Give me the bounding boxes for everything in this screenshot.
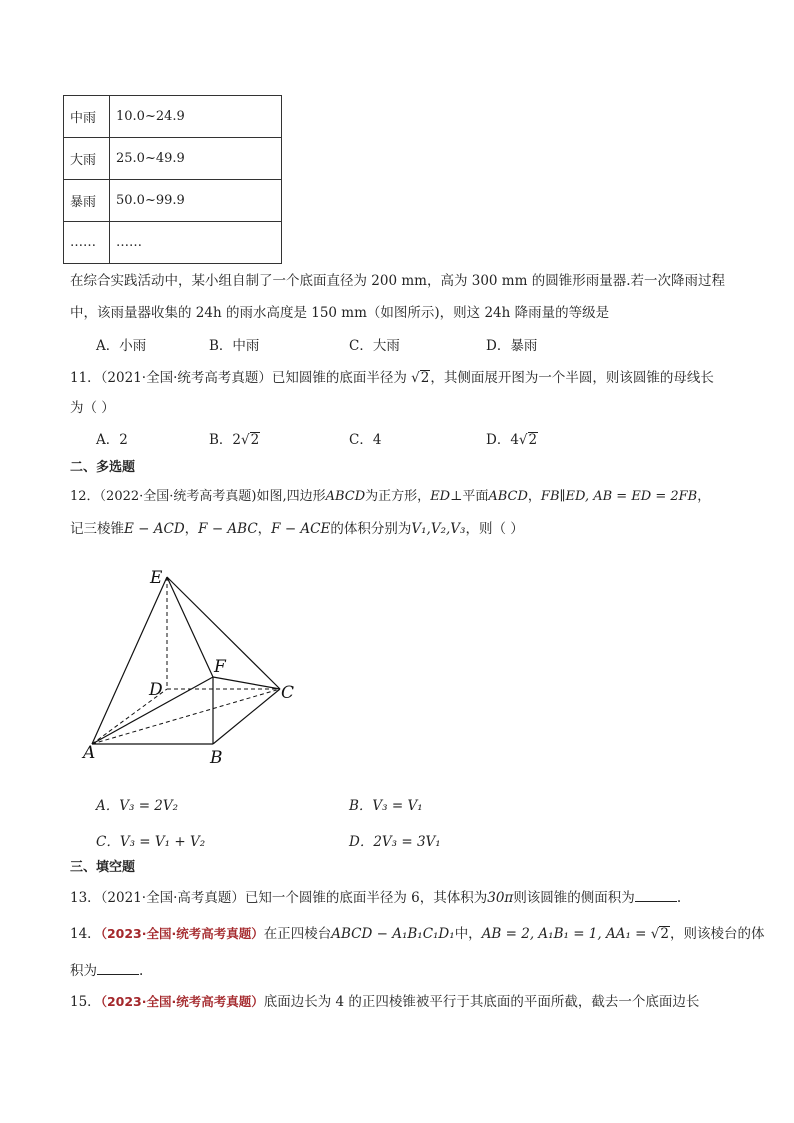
q12-option-b: B．V₃ = V₁ <box>349 798 423 814</box>
table-row <box>64 180 282 222</box>
table-row <box>64 96 282 138</box>
q11-option-d: D．4√2 <box>486 432 538 448</box>
level-cell: …… <box>64 222 110 264</box>
q10-option-b: B．中雨 <box>209 338 260 354</box>
vertex-label-c: C <box>281 683 295 703</box>
rainfall-level-table <box>63 95 282 264</box>
q14-end: . <box>139 963 144 979</box>
q11-option-b-label: B．2 <box>209 432 242 448</box>
q11-option-b: B．2√2 <box>209 432 260 448</box>
q12-text: ， <box>527 489 541 504</box>
q11-option-d-radicand: 2 <box>528 432 538 448</box>
q12-text: ， <box>257 521 272 537</box>
q13-prefix: 13．（2021·全国·高考真题）已知一个圆锥的底面半径为 6，其体积为 <box>70 890 488 906</box>
range-cell: 25.0~49.9 <box>110 138 282 180</box>
q15-text: 底面边长为 4 的正四棱锥被平行于其底面的平面所截，截去一个底面边长 <box>263 994 700 1010</box>
level-cell: 中雨 <box>64 96 110 138</box>
q10-option-c: C．大雨 <box>349 338 400 354</box>
q12-condition: FB∥ED, AB = ED = 2FB <box>540 489 698 504</box>
q12-text: 平面 <box>462 489 489 504</box>
q12-text: ， <box>697 489 711 504</box>
edge-ef <box>167 577 213 677</box>
vertex-label-b: B <box>210 748 223 768</box>
q15-line1 <box>70 992 699 1012</box>
q14-number: 14． <box>70 926 101 942</box>
range-cell: 10.0~24.9 <box>110 96 282 138</box>
q13-suffix: 则该圆锥的侧面积为 <box>513 890 635 906</box>
q13-end: . <box>676 890 682 906</box>
q12-square-name: ABCD <box>325 489 366 504</box>
q12-volumes: V₁,V₂,V₃ <box>411 521 466 537</box>
q12-option-a: A．V₃ = 2V₂ <box>96 798 179 814</box>
vertex-label-d: D <box>149 680 163 700</box>
q14-text: ，则该棱台的体 <box>670 926 765 942</box>
q12-text: ，则（ ） <box>465 521 524 537</box>
vertex-label-f: F <box>214 657 226 677</box>
level-cell: 大雨 <box>64 138 110 180</box>
table-row <box>64 138 282 180</box>
q12-pyramid-2: F − ABC <box>198 521 258 537</box>
q14-text: 积为 <box>70 963 97 979</box>
q14-source: （2023·全国·统考高考真题） <box>100 926 264 941</box>
q12-option-c: C．V₃ = V₁ + V₂ <box>96 834 206 850</box>
q12-line2 <box>70 519 524 539</box>
q11-option-b-radicand: 2 <box>250 432 260 448</box>
q15-number: 15． <box>70 994 101 1010</box>
q12-prefix: 12．（2022·全国·统考高考真题)如图,四边形 <box>70 489 326 504</box>
q11-option-c: C．4 <box>349 432 382 448</box>
q12-pyramid-3: F − ACE <box>271 521 331 537</box>
q12-plane-name: ABCD <box>488 489 528 504</box>
q11-suffix: ，其侧面展开图为一个半圆，则该圆锥的母线长 <box>430 370 714 386</box>
q10-option-d: D．暴雨 <box>486 338 538 354</box>
q11-option-d-label: D．4 <box>486 432 519 448</box>
q13-volume: 30π <box>487 890 514 906</box>
q14-line2 <box>70 960 143 981</box>
q14-text: 中， <box>454 926 482 942</box>
q11-line2: 为（ ） <box>70 400 115 416</box>
range-cell: 50.0~99.9 <box>110 180 282 222</box>
section-heading-fill-in: 三、填空题 <box>70 860 136 875</box>
q11-line1 <box>70 368 714 388</box>
q12-text: 的体积分别为 <box>330 521 412 537</box>
q15-source: （2023·全国·统考高考真题） <box>100 994 264 1009</box>
q12-line1 <box>70 487 710 507</box>
section-heading-multi-choice: 二、多选题 <box>70 460 136 475</box>
q14-solid: ABCD − A₁B₁C₁D₁ <box>331 926 455 942</box>
vertex-label-a: A <box>83 743 96 763</box>
q11-sqrt: √2 <box>411 370 430 386</box>
q11-option-a: A．2 <box>96 432 128 448</box>
level-cell: 暴雨 <box>64 180 110 222</box>
q11-radicand: 2 <box>420 370 430 386</box>
vertex-label-e: E <box>150 568 163 588</box>
q11-prefix: 11．（2021·全国·统考高考真题）已知圆锥的底面半径为 <box>70 370 407 386</box>
q14-line1: 14．（2023·全国·统考高考真题）在正四棱台ABCD − A₁B₁C₁D₁中，AB = 2, A₁B₁ = 1, AA₁ = √2，则该棱台的体 <box>70 926 765 942</box>
q13-line <box>70 887 681 908</box>
range-cell: …… <box>110 222 282 264</box>
q14-condition: AB = 2, A₁B₁ = 1, AA₁ = <box>481 926 647 942</box>
q12-geometry-figure <box>80 562 310 772</box>
q10-option-a: A．小雨 <box>96 338 147 354</box>
table-row <box>64 222 282 264</box>
q14-text: 在正四棱台 <box>263 926 332 942</box>
edge-bc <box>213 689 280 744</box>
q14-radicand: 2 <box>660 926 669 942</box>
q12-perp: ED⊥ <box>430 489 463 504</box>
q12-text: 记三棱锥 <box>70 521 124 537</box>
q13-answer-blank[interactable] <box>635 887 677 902</box>
q12-text: 为正方形， <box>365 489 431 504</box>
edge-ea <box>92 577 167 744</box>
edge-ac-hidden <box>92 689 280 744</box>
q12-option-d: D．2V₃ = 3V₁ <box>349 834 441 850</box>
q10-line1: 在综合实践活动中，某小组自制了一个底面直径为 200 mm，高为 300 mm 的圆锥形雨量器.若一次降雨过程 <box>70 273 725 289</box>
q12-text: ， <box>184 521 199 537</box>
q12-pyramid-1: E − ACD <box>124 521 185 537</box>
q14-answer-blank[interactable] <box>97 960 139 975</box>
q10-line2: 中，该雨量器收集的 24h 的雨水高度是 150 mm（如图所示)，则这 24h 降雨量的等级是 <box>70 305 610 321</box>
